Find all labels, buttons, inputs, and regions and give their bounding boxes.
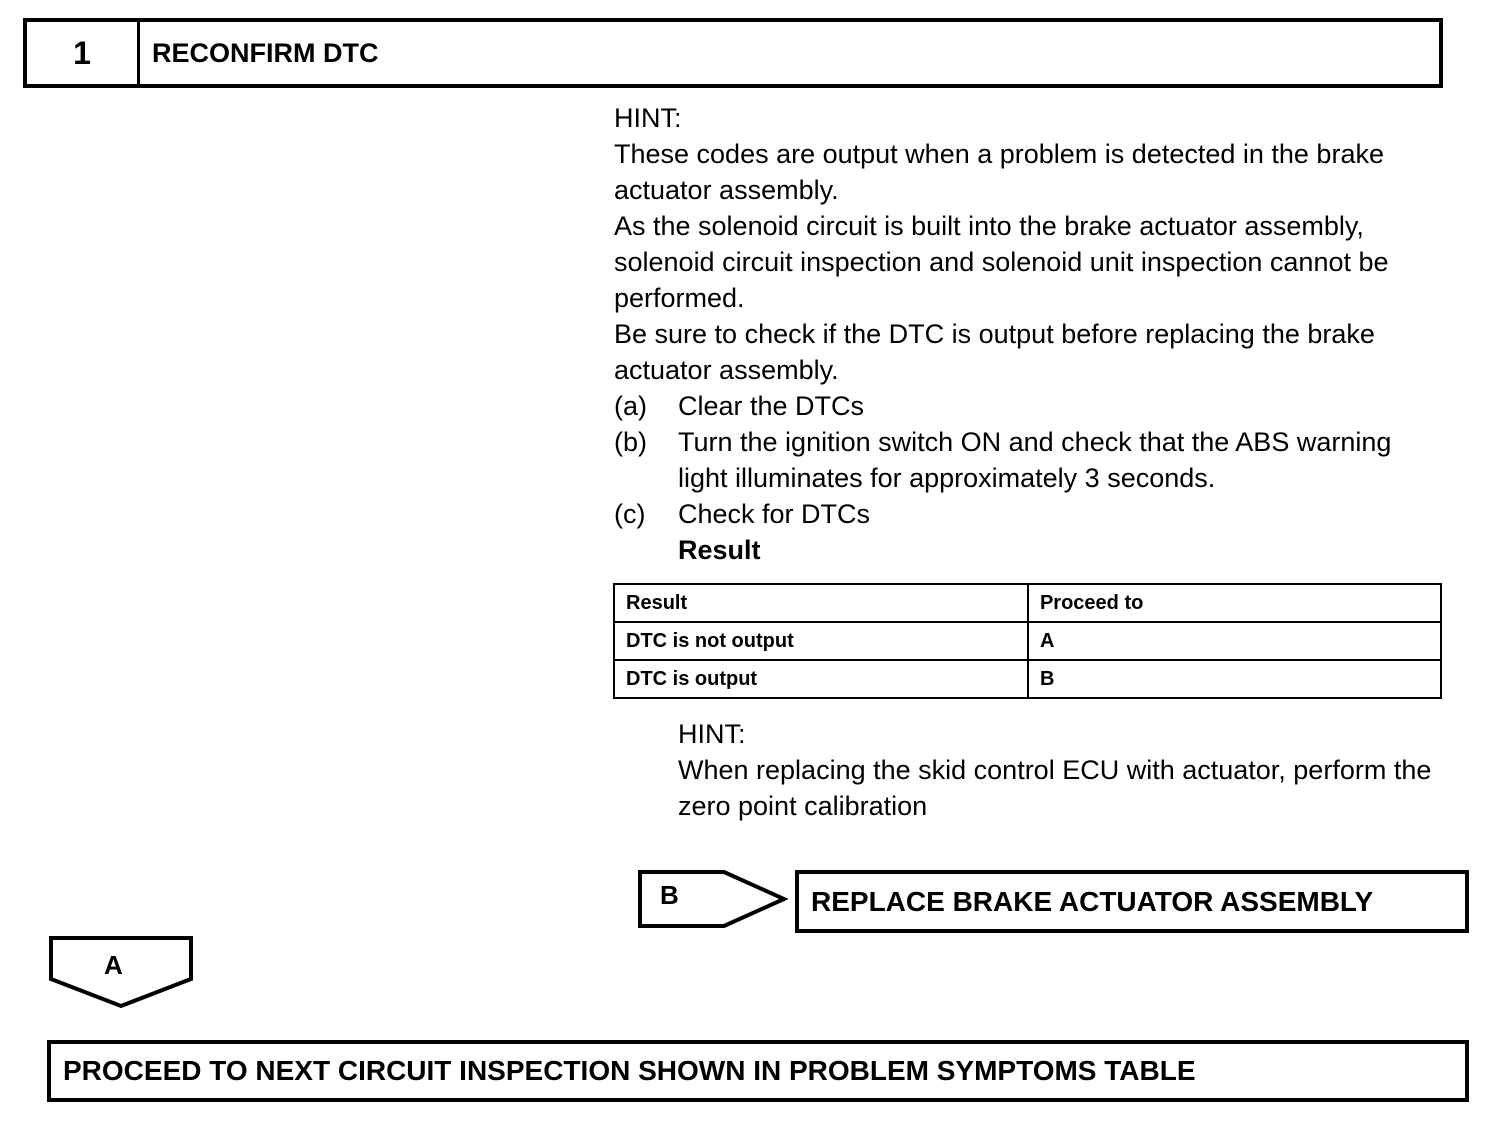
procedure-marker: (b) — [614, 427, 647, 457]
hint-paragraph-3: Be sure to check if the DTC is output before replacing the brake actuator assembly. — [614, 319, 1375, 385]
procedure-text: Check for DTCs — [678, 499, 871, 529]
replace-actuator-box: REPLACE BRAKE ACTUATOR ASSEMBLY — [795, 870, 1469, 933]
procedure-text: Turn the ignition switch ON and check that the ABS warning light illuminates for approximately 3 seconds. — [678, 427, 1392, 493]
step-number: 1 — [27, 22, 140, 84]
table-header-row — [614, 584, 1441, 622]
table-header-proceed: Proceed to — [1028, 584, 1441, 622]
step-header — [23, 18, 1443, 88]
hint-paragraph-2: As the solenoid circuit is built into the brake actuator assembly, solenoid circuit inspection and solenoid unit inspection cannot be performed. — [614, 211, 1389, 313]
procedure-text: Clear the DTCs — [678, 391, 865, 421]
hint-label: HINT: — [614, 103, 682, 133]
inspection-content — [614, 100, 1444, 568]
result-table — [613, 583, 1442, 699]
step-title: RECONFIRM DTC — [152, 37, 379, 68]
table-cell-result: DTC is not output — [614, 622, 1028, 660]
table-header-result: Result — [614, 584, 1028, 622]
table-row — [614, 660, 1441, 698]
branch-a-label: A — [104, 950, 123, 980]
hint2-text: When replacing the skid control ECU with actuator, perform the zero point calibration — [678, 755, 1432, 821]
table-cell-proceed: A — [1028, 622, 1441, 660]
branch-b-label: B — [660, 880, 679, 910]
hint2-label: HINT: — [678, 719, 746, 749]
proceed-next-inspection-box: PROCEED TO NEXT CIRCUIT INSPECTION SHOWN IN PROBLEM SYMPTOMS TABLE — [47, 1040, 1469, 1102]
result-heading: Result — [678, 535, 761, 565]
procedure-marker: (a) — [614, 391, 647, 421]
hint-paragraph-1: These codes are output when a problem is detected in the brake actuator assembly. — [614, 139, 1384, 205]
table-cell-proceed: B — [1028, 660, 1441, 698]
table-cell-result: DTC is output — [614, 660, 1028, 698]
procedure-step-b — [614, 424, 1444, 496]
procedure-list — [614, 388, 1444, 532]
table-row — [614, 622, 1441, 660]
procedure-step-c — [614, 496, 1444, 532]
procedure-marker: (c) — [614, 499, 646, 529]
procedure-step-a — [614, 388, 1444, 424]
hint-note — [678, 716, 1438, 824]
